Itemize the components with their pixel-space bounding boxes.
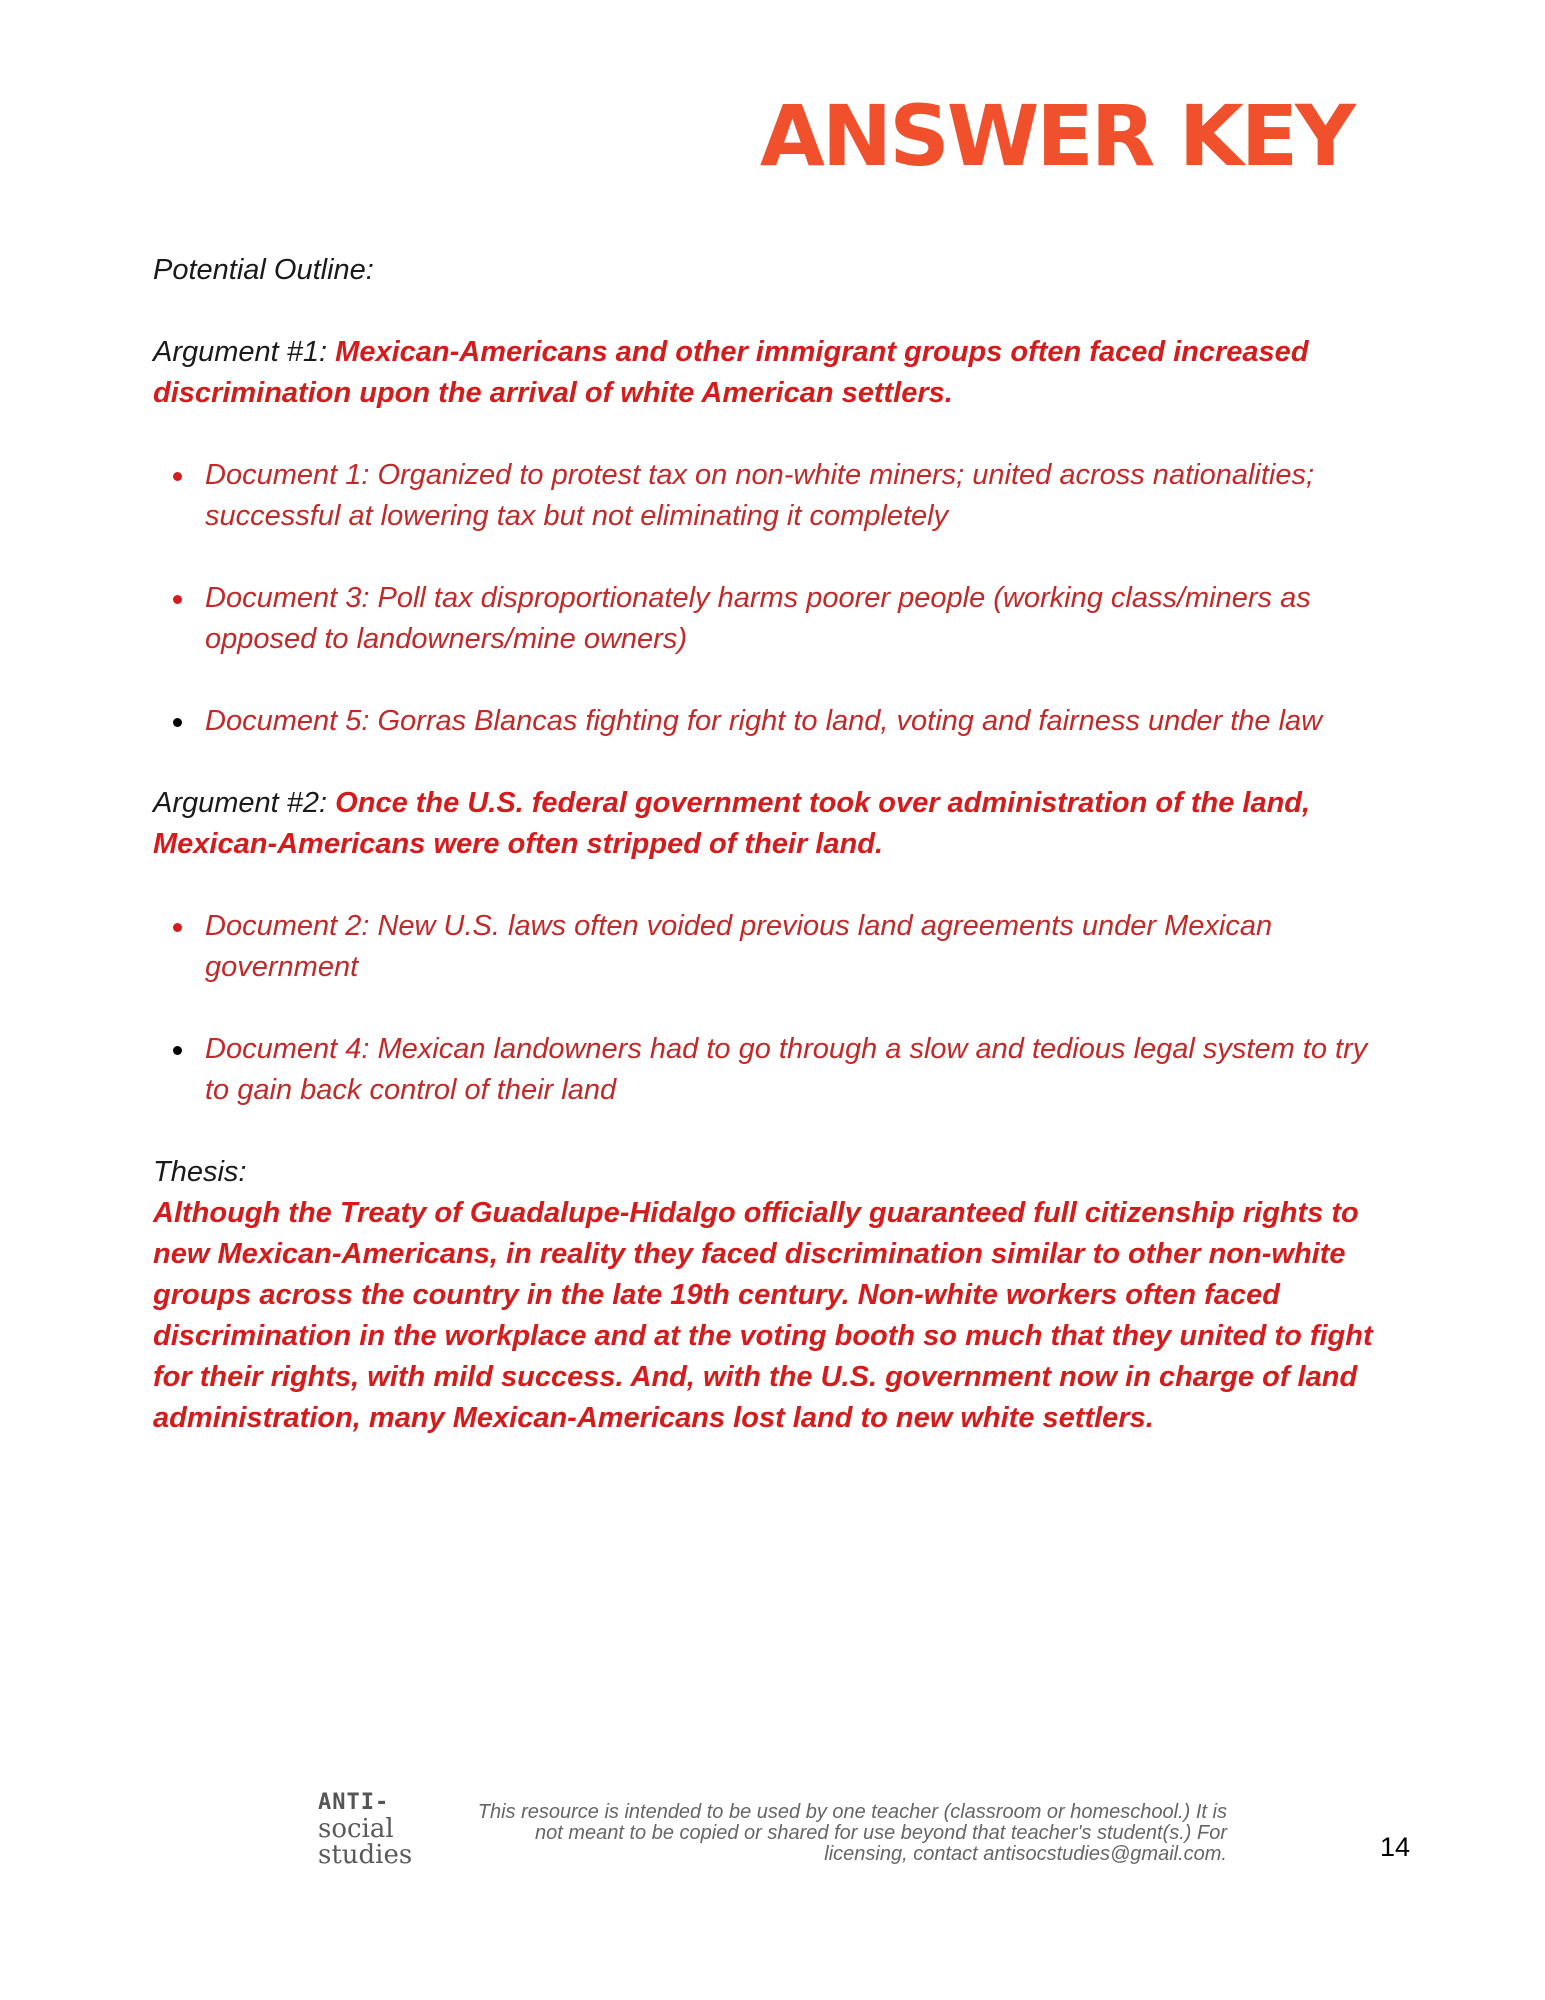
document-note: Document 2: New U.S. laws often voided previous land agreements under Mexican government [205,910,1273,983]
page-number: 14 [1380,1832,1411,1862]
page-title: ANSWER KEY [759,87,1353,185]
license-disclaimer: This resource is intended to be used by one teacher (classroom or homeschool.) It is not meant to be copied or shared for use beyond that teacher's student(s.) For licensing, contact antisocstudies@gmail.com. [477,1801,1227,1865]
thesis-text: Although the Treaty of Guadalupe-Hidalgo officially guaranteed full citizenship rights to new Mexican-Americans, in reality they faced discrimination similar to other non-white groups across the country in the late 19th century. Non-white workers often faced discrimination in the workplace and at the voting booth so much that they united to fight for their rights, with mild success. And, with the U.S. government now in charge of land administration, many Mexican-Americans lost land to new white settlers. [153,1197,1373,1434]
logo-line: social [318,1814,394,1844]
argument-1 [153,332,1383,414]
argument-statement: Once the U.S. federal government took over administration of the land, Mexican-Americans were often stripped of their land. [153,787,1311,860]
brand-logo [318,1790,438,1868]
bullet-icon [173,472,182,481]
argument-statement: Mexican-Americans and other immigrant groups often faced increased discrimination upon the arrival of white American settlers. [153,336,1309,409]
bullet-icon [173,718,182,727]
list-item [153,701,1383,742]
argument-label: Argument #2: [153,787,328,819]
argument-2-documents [153,906,1383,1111]
document-note: Document 4: Mexican landowners had to go through a slow and tedious legal system to try to gain back control of their land [205,1033,1368,1106]
argument-1-documents [153,455,1383,742]
list-item [153,578,1383,660]
list-item [153,1029,1383,1111]
outline-content [153,250,1383,1439]
logo-line: ANTI- [318,1790,390,1815]
logo-line: studies [318,1840,413,1870]
bullet-icon [173,923,182,932]
bullet-icon [173,1046,182,1055]
footer [0,1790,1545,1890]
document-note: Document 1: Organized to protest tax on non-white miners; united across nationalities; successful at lowering tax but not eliminating it completely [205,459,1315,532]
argument-2 [153,783,1383,865]
outline-label: Potential Outline: [153,254,374,286]
thesis-label: Thesis: [153,1156,247,1188]
list-item [153,906,1383,988]
document-note: Document 3: Poll tax disproportionately harms poorer people (working class/miners as opposed to landowners/mine owners) [205,582,1311,655]
list-item [153,455,1383,537]
document-note: Document 5: Gorras Blancas fighting for right to land, voting and fairness under the law [205,705,1323,737]
bullet-icon [173,595,182,604]
argument-label: Argument #1: [153,336,328,368]
